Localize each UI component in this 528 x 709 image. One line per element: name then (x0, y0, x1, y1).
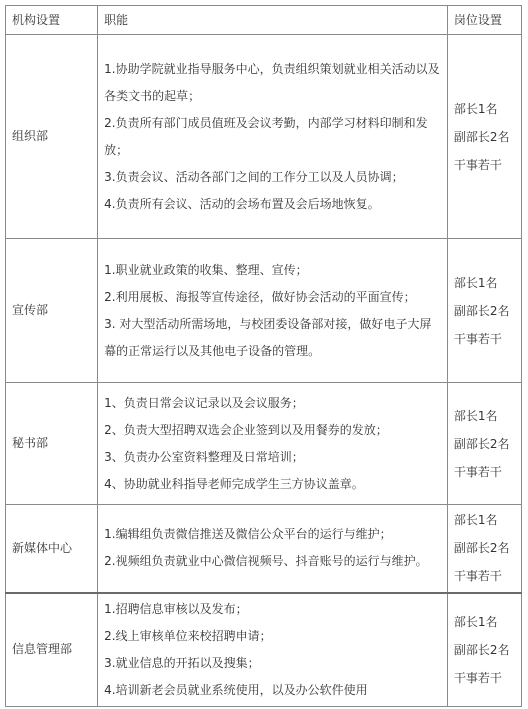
position-item: 干事若干 (453, 157, 502, 172)
position-cell (447, 239, 521, 383)
position-item: 部长1名 (453, 101, 498, 116)
position-item: 副部长2名 (453, 642, 510, 657)
duty-item: 4.负责所有会议、活动的会场布置及会后场地恢复。 (104, 196, 380, 211)
duty-item: 1.编辑组负责微信推送及微信公众平台的运行与维护； (104, 527, 392, 542)
position-item: 副部长2名 (453, 541, 510, 556)
header-dept: 机构设置 (6, 6, 98, 35)
duty-item: 1.协助学院就业指导服务中心，负责组织策划就业相关活动以及各类文书的起草； (104, 61, 440, 103)
duty-cell (98, 239, 448, 383)
position-item: 干事若干 (453, 331, 502, 346)
duty-item: 2.负责所有部门成员值班及会议考勤，内部学习材料印制和发放； (104, 115, 428, 157)
dept-name: 宣传部 (6, 239, 98, 383)
position-cell (447, 593, 521, 707)
dept-name: 新媒体中心 (6, 505, 98, 593)
table-row (6, 505, 522, 593)
position-item: 部长1名 (453, 614, 498, 629)
header-position: 岗位设置 (447, 6, 521, 35)
duty-item: 1.招聘信息审核以及发布； (104, 601, 248, 616)
duty-item: 4.培训新老会员就业系统使用，以及办公软件使用 (104, 682, 368, 697)
dept-name: 信息管理部 (6, 593, 98, 707)
duty-item: 2.利用展板、海报等宣传途径，做好协会活动的平面宣传； (104, 289, 416, 304)
position-item: 副部长2名 (453, 436, 510, 451)
position-item: 副部长2名 (453, 129, 510, 144)
duty-item: 2.线上审核单位来校招聘申请； (104, 628, 272, 643)
duty-item: 2.视频组负责就业中心微信视频号、抖音账号的运行与维护。 (104, 554, 428, 569)
table-row (6, 593, 522, 707)
dept-name: 组织部 (6, 35, 98, 239)
duty-item: 3.就业信息的开拓以及搜集； (104, 655, 260, 670)
position-cell (447, 505, 521, 593)
table-row (6, 383, 522, 505)
org-structure-table (5, 5, 522, 707)
position-cell (447, 35, 521, 239)
duty-item: 3.负责会议、活动各部门之间的工作分工以及人员协调； (104, 169, 404, 184)
duty-item: 2、负责大型招聘双选会企业签到以及用餐券的发放； (104, 422, 388, 437)
header-row (6, 6, 522, 35)
position-item: 部长1名 (453, 513, 498, 528)
duty-cell (98, 505, 448, 593)
duty-cell (98, 593, 448, 707)
duty-item: 4、协助就业科指导老师完成学生三方协议盖章。 (104, 476, 364, 491)
position-item: 副部长2名 (453, 303, 510, 318)
duty-cell (98, 383, 448, 505)
duty-item: 1.职业就业政策的收集、整理、宣传； (104, 262, 308, 277)
header-duty: 职能 (98, 6, 448, 35)
duty-item: 3、负责办公室资料整理及日常培训； (104, 449, 304, 464)
position-item: 干事若干 (453, 670, 502, 685)
position-item: 部长1名 (453, 275, 498, 290)
dept-name: 秘书部 (6, 383, 98, 505)
position-item: 干事若干 (453, 569, 502, 584)
duty-item: 3. 对大型活动所需场地，与校团委设备部对接，做好电子大屏幕的正常运行以及其他电子设备的管理。 (104, 316, 432, 358)
duty-cell (98, 35, 448, 239)
position-item: 干事若干 (453, 464, 502, 479)
position-cell (447, 383, 521, 505)
table-row (6, 239, 522, 383)
table-row (6, 35, 522, 239)
position-item: 部长1名 (453, 408, 498, 423)
duty-item: 1、负责日常会议记录以及会议服务； (104, 395, 304, 410)
